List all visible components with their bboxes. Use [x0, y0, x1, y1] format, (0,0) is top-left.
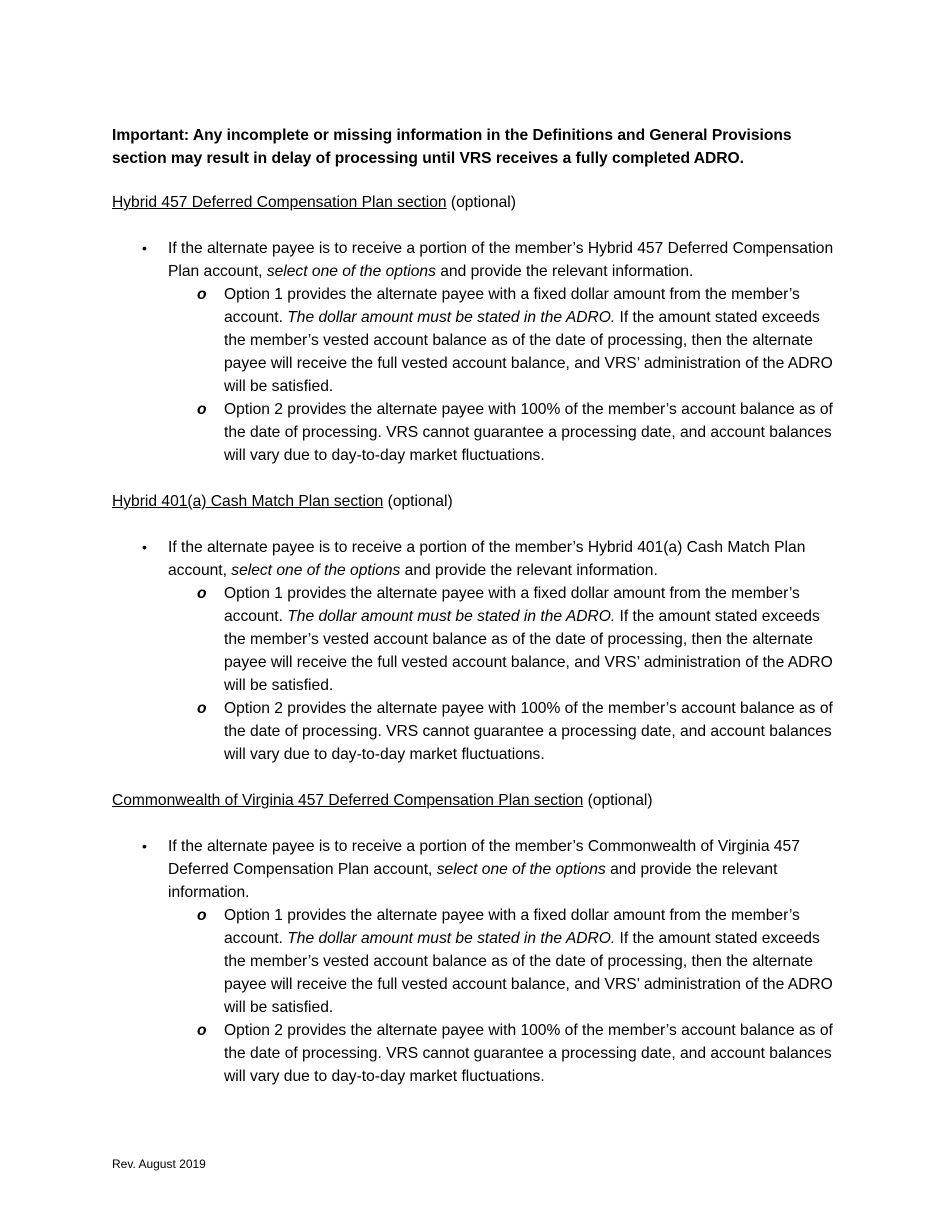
sub-bullet-icon: o — [197, 700, 207, 717]
section-title: Hybrid 457 Deferred Compensation Plan section — [112, 194, 447, 211]
sub-bullet-icon: o — [197, 401, 207, 418]
section-optional-label: (optional) — [583, 792, 653, 809]
section-optional-label: (optional) — [383, 493, 453, 510]
section-title: Hybrid 401(a) Cash Match Plan section — [112, 493, 384, 510]
section-heading — [112, 490, 842, 513]
list-item: • If the alternate payee is to receive a portion of the member’s Commonwealth of Virginia 457 Deferred Compensation Plan account, select one of the options and provide the relevant information. — [112, 835, 842, 904]
option-2-item: o Option 2 provides the alternate payee with 100% of the member’s account balance as of the date of processing. VRS cannot guarantee a processing date, and account balances will vary due to day-to-day market fluctuations. — [112, 697, 842, 766]
section-optional-label: (optional) — [446, 194, 516, 211]
revision-footer: Rev. August 2019 — [112, 1157, 206, 1171]
important-notice: Important: Any incomplete or missing information in the Definitions and General Provisions section may result in delay of processing until VRS receives a fully completed ADRO. — [112, 127, 792, 167]
list-item: • If the alternate payee is to receive a portion of the member’s Hybrid 457 Deferred Compensation Plan account, select one of the options and provide the relevant information. — [112, 237, 842, 283]
document-body — [112, 124, 842, 1111]
option-2-item: o Option 2 provides the alternate payee with 100% of the member’s account balance as of the date of processing. VRS cannot guarantee a processing date, and account balances will vary due to day-to-day market fluctuations. — [112, 1019, 842, 1088]
bullet-icon: • — [142, 539, 147, 555]
option-1-item: o Option 1 provides the alternate payee with a fixed dollar amount from the member’s account. The dollar amount must be stated in the ADRO. If the amount stated exceeds the member’s vested account balance as of the date of processing, then the alternate payee will receive the full vested account balance, and VRS’ administration of the ADRO will be satisfied. — [112, 904, 842, 1019]
section-heading — [112, 789, 842, 812]
option-2-item: o Option 2 provides the alternate payee with 100% of the member’s account balance as of the date of processing. VRS cannot guarantee a processing date, and account balances will vary due to day-to-day market fluctuations. — [112, 398, 842, 467]
sub-bullet-icon: o — [197, 907, 207, 924]
sub-bullet-icon: o — [197, 585, 207, 602]
section-heading — [112, 191, 842, 214]
sub-bullet-icon: o — [197, 1022, 207, 1039]
list-item: • If the alternate payee is to receive a portion of the member’s Hybrid 401(a) Cash Match Plan account, select one of the options and provide the relevant information. — [112, 536, 842, 582]
option-1-item: o Option 1 provides the alternate payee with a fixed dollar amount from the member’s account. The dollar amount must be stated in the ADRO. If the amount stated exceeds the member’s vested account balance as of the date of processing, then the alternate payee will receive the full vested account balance, and VRS’ administration of the ADRO will be satisfied. — [112, 283, 842, 398]
option-1-item: o Option 1 provides the alternate payee with a fixed dollar amount from the member’s account. The dollar amount must be stated in the ADRO. If the amount stated exceeds the member’s vested account balance as of the date of processing, then the alternate payee will receive the full vested account balance, and VRS’ administration of the ADRO will be satisfied. — [112, 582, 842, 697]
section-title: Commonwealth of Virginia 457 Deferred Compensation Plan section — [112, 792, 584, 809]
section-cov-457 — [112, 789, 842, 1088]
section-hybrid-401a — [112, 490, 842, 766]
section-hybrid-457 — [112, 191, 842, 467]
bullet-icon: • — [142, 240, 147, 256]
sub-bullet-icon: o — [197, 286, 207, 303]
bullet-icon: • — [142, 838, 147, 854]
